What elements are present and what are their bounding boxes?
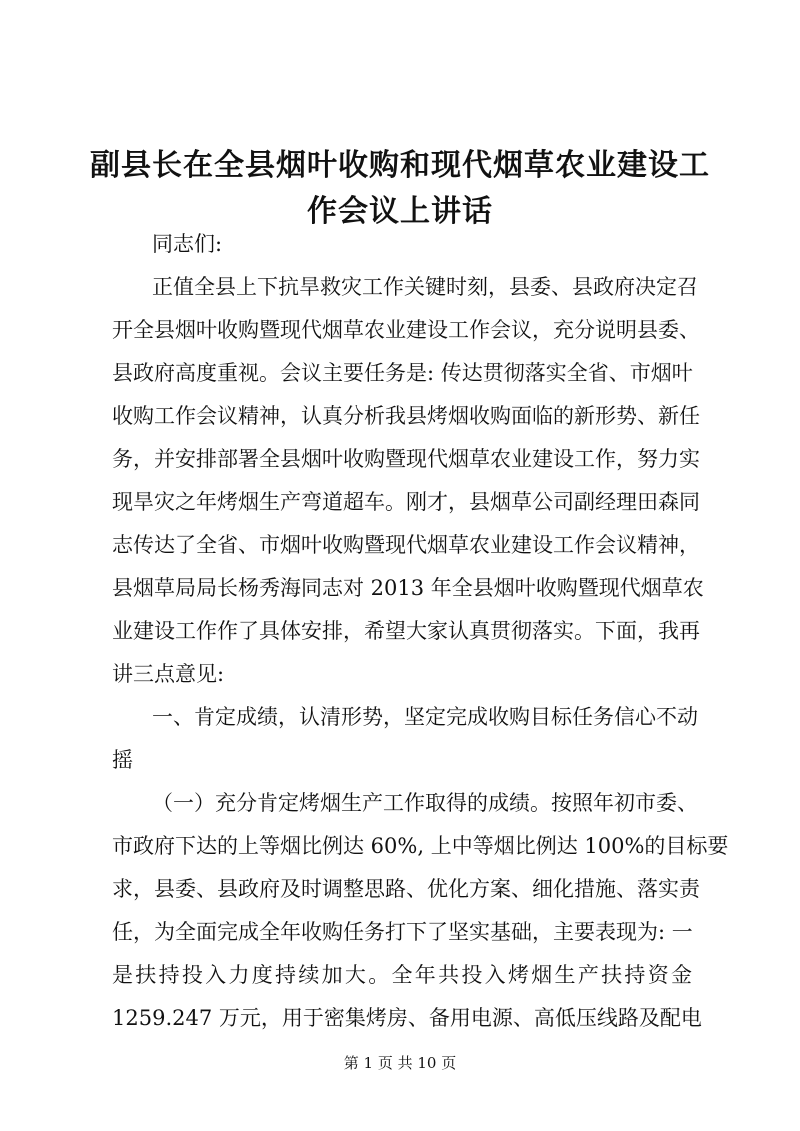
body-line: 现旱灾之年烤烟生产弯道超车。刚才，县烟草公司副经理田森同 (112, 490, 700, 514)
body-line: 任，为全面完成全年收购任务打下了坚实基础，主要表现为: 一 (112, 920, 693, 944)
body-line: 业建设工作作了具体安排，希望大家认真贯彻落实。下面，我再 (112, 619, 700, 643)
body-line: 县烟草局局长杨秀海同志对 2013 年全县烟叶收购暨现代烟草农 (112, 576, 704, 600)
body-line: 正值全县上下抗旱救灾工作关键时刻，县委、县政府决定召 (152, 275, 698, 299)
body-line: 收购工作会议精神，认真分析我县烤烟收购面临的新形势、新任 (112, 404, 700, 428)
body-line: 是扶持投入力度持续加大。全年共投入烤烟生产扶持资金 (112, 963, 692, 987)
body-line: 讲三点意见: (112, 662, 225, 686)
document-title-line-1: 副县长在全县烟叶收购和现代烟草农业建设工 (90, 148, 710, 183)
body-line: 求，县委、县政府及时调整思路、优化方案、细化措施、落实责 (112, 877, 700, 901)
body-line: 1259.247 万元，用于密集烤房、备用电源、高低压线路及配电 (112, 1006, 702, 1030)
subsection-heading: （一）充分肯定烤烟生产工作取得的成绩。按照年初市委、 (152, 791, 698, 815)
page-footer: 第 1 页 共 10 页 (343, 1054, 457, 1072)
body-line: 市政府下达的上等烟比例达 60%, 上中等烟比例达 100%的目标要 (112, 834, 729, 858)
section-heading: 一、肯定成绩，认清形势，坚定完成收购目标任务信心不动 (152, 705, 698, 729)
body-line: 志传达了全省、市烟叶收购暨现代烟草农业建设工作会议精神， (112, 533, 700, 557)
body-line: 开全县烟叶收购暨现代烟草农业建设工作会议，充分说明县委、 (112, 318, 700, 342)
body-line: 县政府高度重视。会议主要任务是: 传达贯彻落实全省、市烟叶 (112, 361, 693, 385)
body-line: 务，并安排部署全县烟叶收购暨现代烟草农业建设工作，努力实 (112, 447, 700, 471)
document-title-line-2: 作会议上讲话 (307, 194, 493, 229)
section-heading: 摇 (112, 748, 133, 772)
salutation: 同志们: (152, 232, 223, 256)
